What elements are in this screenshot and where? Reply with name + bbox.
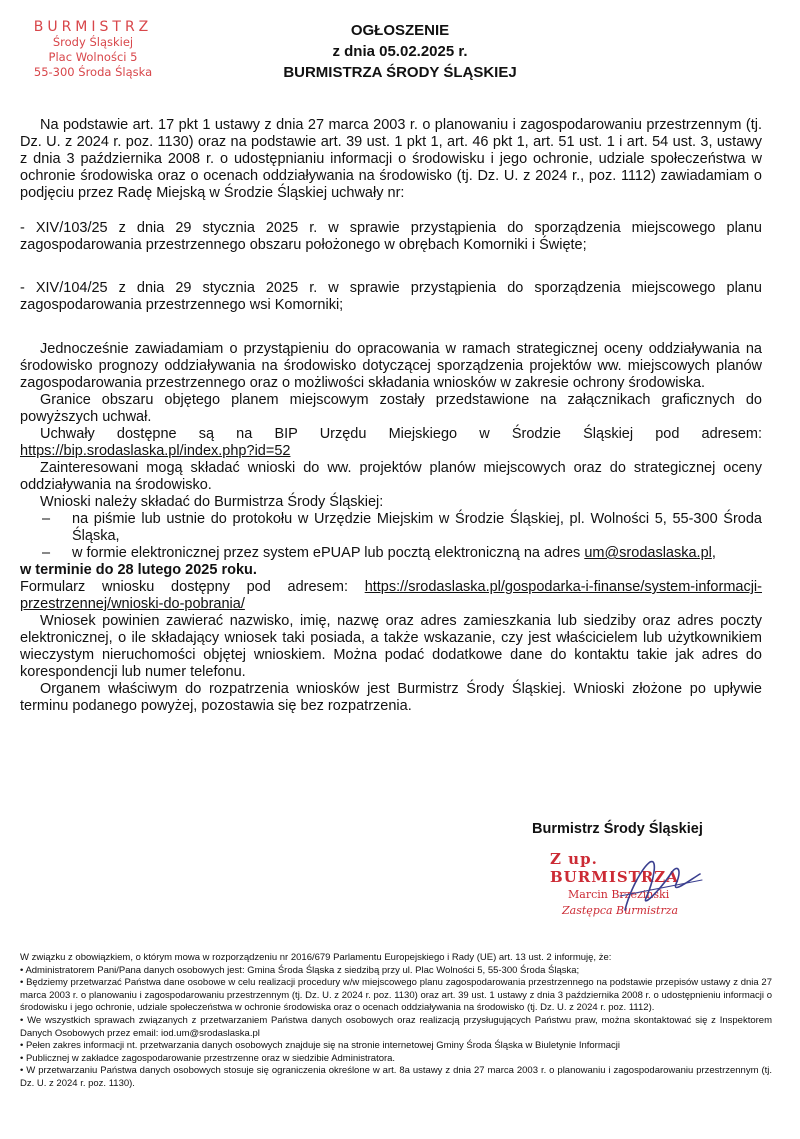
signature-stamp-line-3: Zastępca Burmistrza bbox=[562, 904, 679, 917]
dash-marker: – bbox=[42, 511, 51, 527]
option-2-text: w formie elektronicznej przez system ePUAP lub pocztą elektroniczną na adres bbox=[72, 545, 581, 561]
option-1-text: na piśmie lub ustnie do protokołu w Urzędzie Miejskim w Środzie Śląskiej, pl. Wolności 5, 55-300 Środa Śląska, bbox=[72, 511, 762, 544]
footer-item: • Publicznej w zakładce zagospodarowanie przestrzenne oraz w siedzibie Administratora. bbox=[20, 1052, 396, 1064]
intro-paragraph: Na podstawie art. 17 pkt 1 ustawy z dnia 27 marca 2003 r. o planowaniu i zagospodarowaniu przestrzennym (tj. Dz. U. z 2024 r. poz. 1130) oraz na podstawie art. 39 ust. 1 pkt 1, art. 46 pkt 1, art. 51 ust. 1 i art. 54 ust. 3, ustawy z dnia 3 października 2008 r. o udostępnianiu informacji o środowisku i jego ochronie, udziale społeczeństwa w ochronie środowiska oraz o ocenach oddziaływania na środowisko (tj. Dz. U. z 2024 r., poz. 1112) zawiadamiam o podjęciu przez Radę Miejską w Środzie Śląskiej uchwały nr: bbox=[20, 117, 762, 201]
form-text: Formularz wniosku dostępny pod adresem: bbox=[20, 579, 348, 595]
announcement-header bbox=[200, 20, 600, 83]
footer-item: • Będziemy przetwarzać Państwa dane osobowe w celu realizacji procedury w/w miejscowego planu zagospodarowania przestrzennego na podstawie przepisów ustawy z dnia 27 marca 2003 r. o planowaniu i zagospodarowaniu przestrzennym (tj. Dz. U. z 2024 r. poz. 1130) oraz art. 39 ust. 1 ustawy z dnia 3 października 2008 r. o udostępnieniu informacji o środowisku i jego ochronie, udziale społeczeństwa w ochronie środowiska oraz o ocenach oddziaływania na środowisko (tj. Dz. U. z 2024 r. poz. 1112). bbox=[20, 977, 772, 1014]
footer-item: • W przetwarzaniu Państwa danych osobowych stosuje się ograniczenia określone w art. 8a ustawy z dnia 27 marca 2003 r. o planowaniu i zagospodarowaniu przestrzennym (tj. Dz. U. z 2024 r. poz. 1130). bbox=[20, 1065, 772, 1089]
authority-paragraph: Organem właściwym do rozpatrzenia wniosków jest Burmistrz Środy Śląskiej. Wnioski złożone po upływie terminu podanego powyżej, pozostawia się bez rozpatrzenia. bbox=[20, 681, 762, 714]
interested-paragraph: Zainteresowani mogą składać wnioski do ww. projektów planów miejscowych oraz do strategicznej oceny oddziaływania na środowisko. bbox=[20, 460, 762, 493]
office-stamp bbox=[18, 20, 168, 80]
resolution-item-1: - XIV/103/25 z dnia 29 stycznia 2025 r. w sprawie przystąpienia do sporządzenia miejscowego planu zagospodarowania przestrzennego obszaru położonego w obrębach Komorniki i Święte; bbox=[20, 220, 762, 253]
stamp-line-4: 55-300 Środa Śląska bbox=[33, 65, 153, 79]
submit-paragraph: Wnioski należy składać do Burmistrza Środy Śląskiej: bbox=[40, 494, 384, 510]
deadline-text: w terminie do 28 lutego 2025 roku. bbox=[20, 562, 257, 578]
footer-item: • Pełen zakres informacji nt. przetwarzania danych osobowych znajduje się na stronie internetowej Gminy Środa Śląska w Biuletynie Informacji bbox=[20, 1040, 621, 1052]
signature-stamp bbox=[550, 850, 710, 930]
signature-stamp-line-1: Z up. BURMISTRZA bbox=[550, 850, 679, 886]
content-requirements-paragraph: Wniosek powinien zawierać nazwisko, imię, nazwę oraz adres zamieszkania lub siedziby oraz adres poczty elektronicznej, o ile składający wniosek taki posiada, a także wskazanie, czy jest właścicielem lub użytkownikiem wieczystym nieruchomości objętej wnioskiem. Można podać dodatkowe dane do kontaktu takie jak adres do korespondencji lub numer telefonu. bbox=[20, 613, 762, 680]
boundaries-paragraph: Granice obszaru objętego planem miejscowym zostały przedstawione na załącznikach graficznych do powyższych uchwał. bbox=[20, 392, 762, 425]
submission-option-2 bbox=[20, 545, 762, 562]
announcement-issuer: BURMISTRZA ŚRODY ŚLĄSKIEJ bbox=[283, 64, 517, 81]
bip-link[interactable]: https://bip.srodaslaska.pl/index.php?id=52 bbox=[20, 443, 291, 459]
footer-item: • Administratorem Pani/Pana danych osobowych jest: Gmina Środa Śląska z siedzibą przy ul. Plac Wolności 5, 55-300 Środa Śląska; bbox=[20, 964, 580, 976]
announcement-body bbox=[20, 117, 762, 715]
signature-stamp-line-2: Marcin Brzeziński bbox=[568, 888, 670, 901]
form-link[interactable]: https://srodaslaska.pl/gospodarka-i-finanse/system-informacji-przestrzennej/wnioski-do-pobrania/ bbox=[20, 579, 762, 612]
stamp-line-1: BURMISTRZ bbox=[33, 19, 153, 35]
dash-marker: – bbox=[42, 545, 51, 561]
announcement-title: OGŁOSZENIE bbox=[350, 22, 450, 39]
forecast-paragraph: Jednocześnie zawiadamiam o przystąpieniu do opracowania w ramach strategicznej oceny oddziaływania na środowisko prognozy oddziaływania na środowisko dotyczącej sporządzenia projektów ww. miejscowych planów zagospodarowania przestrzennego oraz o możliwości składania wniosków w zakresie ochrony środowiska. bbox=[20, 341, 762, 391]
footer-intro: W związku z obowiązkiem, o którym mowa w rozporządzeniu nr 2016/679 Parlamentu Europejskiego i Rady (UE) art. 13 ust. 2 informuję, że: bbox=[20, 952, 612, 963]
submission-option-1 bbox=[20, 511, 762, 545]
gdpr-footer bbox=[20, 952, 772, 1091]
bip-text: Uchwały dostępne są na BIP Urzędu Miejskiego w Środzie Śląskiej pod adresem: bbox=[40, 426, 762, 442]
resolution-item-2: - XIV/104/25 z dnia 29 stycznia 2025 r. w sprawie przystąpienia do sporządzenia miejscowego planu zagospodarowania przestrzennego wsi Komorniki; bbox=[20, 280, 762, 313]
email-link[interactable]: um@srodaslaska.pl bbox=[584, 545, 712, 561]
stamp-line-3: Plac Wolności 5 bbox=[48, 50, 138, 64]
handwritten-signature bbox=[550, 850, 710, 930]
form-paragraph bbox=[20, 579, 762, 613]
option-2-end: , bbox=[711, 545, 716, 561]
stamp-line-2: Środy Śląskiej bbox=[52, 35, 134, 49]
signature-title: Burmistrz Środy Śląskiej bbox=[532, 821, 703, 837]
footer-item: • We wszystkich sprawach związanych z przetwarzaniem Państwa danych osobowych oraz realizacją przysługujących Państwu praw, można skontaktować się z Inspektorem Danych Osobowych przez email: iod.um@srodaslaska.pl bbox=[20, 1014, 772, 1039]
announcement-date: z dnia 05.02.2025 r. bbox=[332, 43, 468, 60]
bip-paragraph bbox=[20, 426, 762, 460]
